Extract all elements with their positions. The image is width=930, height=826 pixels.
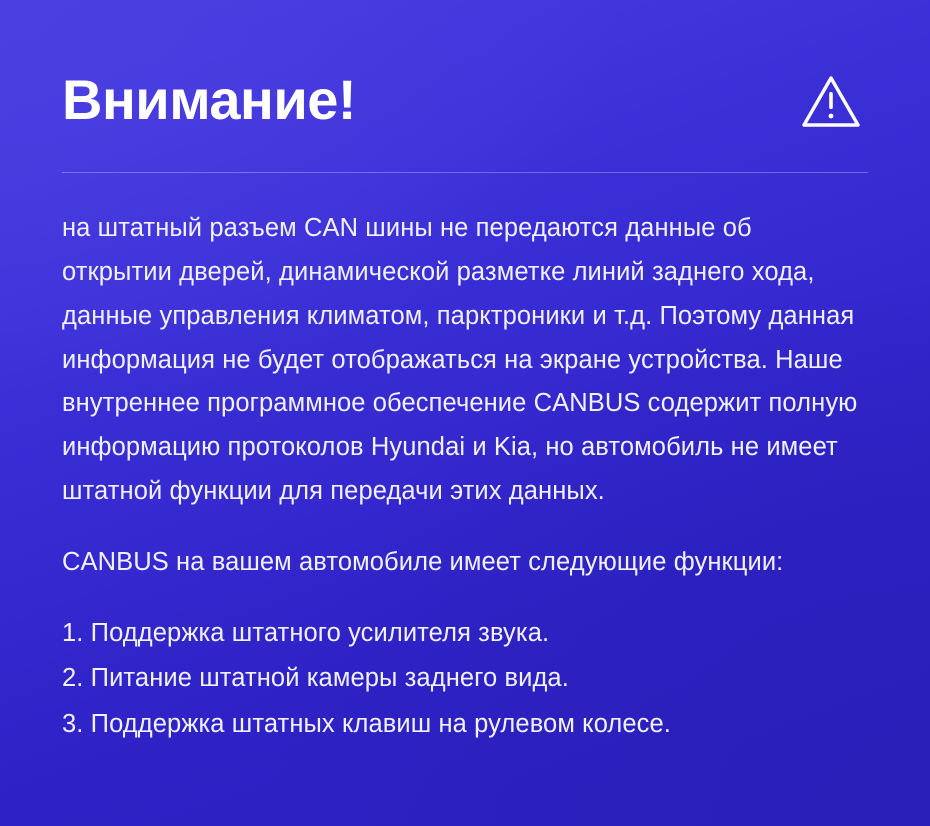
list-item: 3. Поддержка штатных клавиш на рулевом колесе. <box>62 709 671 738</box>
feature-list-intro: CANBUS на вашем автомобиле имеет следующие функции: <box>62 548 784 577</box>
page-title: Внимание! <box>62 67 357 131</box>
notice-paragraph: на штатный разъем CAN шины не передаются данные об открытии дверей, динамической разметке линий заднего хода, данные управления климатом, парктроники и т.д. Поэтому данная информация не будет отображаться на экране устройства. Наше внутреннее программное обеспечение CANBUS содержит полную информацию протоколов Hyundai и Kia, но автомобиль не имеет штатной функции для передачи этих данных. <box>62 214 858 506</box>
list-item: 1. Поддержка штатного усилителя звука. <box>62 618 550 647</box>
notice-header <box>62 46 868 154</box>
warning-triangle-icon <box>800 71 862 133</box>
header-divider <box>62 172 868 173</box>
notice-body <box>62 207 868 747</box>
list-item: 2. Питание штатной камеры заднего вида. <box>62 664 569 693</box>
feature-list <box>62 611 868 747</box>
